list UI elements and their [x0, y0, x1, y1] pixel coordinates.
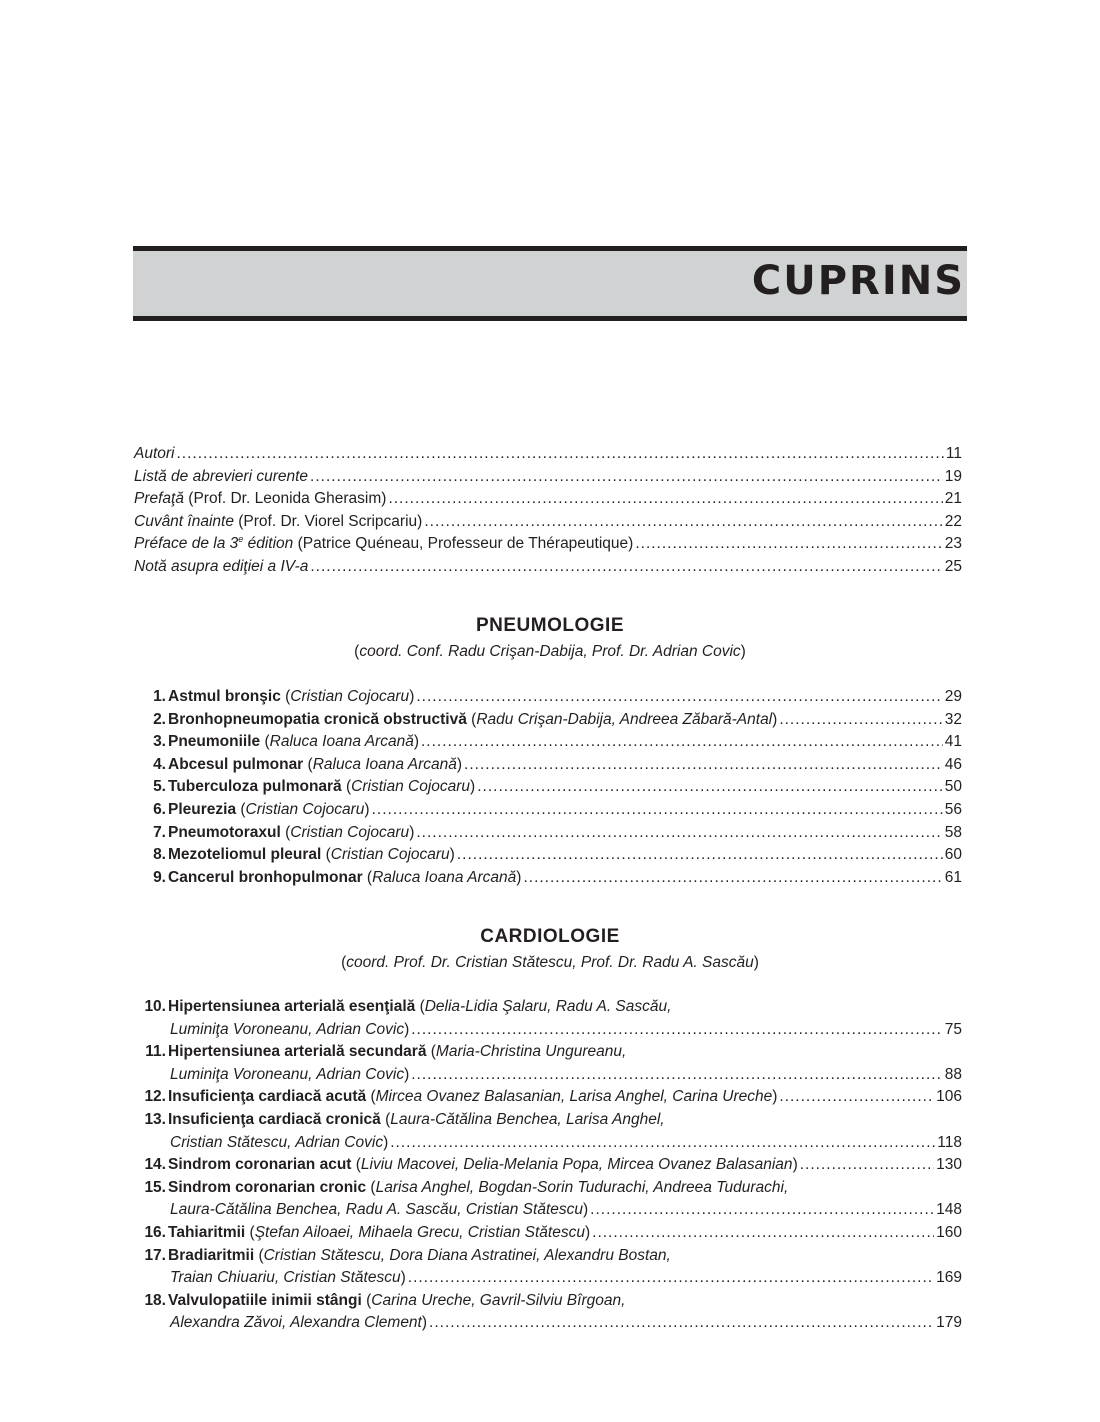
chapter-number: 4.: [153, 755, 166, 773]
chapter-number: 15.: [144, 1178, 166, 1196]
chapter-authors: Radu Crişan-Dabija, Andreea Zăbară-Antal: [476, 710, 773, 728]
toc-entry: [134, 867, 962, 890]
toc-entry: [134, 776, 962, 799]
page-number: 160: [936, 1223, 962, 1241]
entry-title-cont: édition: [243, 535, 294, 553]
entry-text: [134, 466, 308, 489]
chapter-title: Mezoteliomul pleural: [168, 846, 322, 864]
dot-leader: [424, 511, 942, 534]
entry-text: Pneumoniile (Raluca Ioana Arcană): [168, 733, 419, 751]
entry-title: Autori: [134, 445, 175, 462]
chapter-number: 5.: [153, 778, 166, 796]
chapter-title: Sindrom coronarian cronic: [168, 1178, 367, 1196]
entry-text: Insuficienţa cardiacă cronică (Laura-Cătălina Benchea, Larisa Anghel,: [168, 1110, 665, 1128]
chapter-number: 12.: [144, 1088, 166, 1106]
section-coordinators-pneumologie: (coord. Conf. Radu Crişan-Dabija, Prof. Dr. Adrian Covic): [354, 643, 746, 660]
chapter-title: Bradiaritmii: [168, 1246, 255, 1264]
front-matter-list: [134, 443, 962, 579]
entry-authors: (Patrice Quéneau, Professeur de Thérapeutique): [293, 535, 634, 553]
chapter-title: Sindrom coronarian acut: [168, 1156, 352, 1174]
page-number: 106: [936, 1088, 962, 1106]
entry-text: [134, 533, 633, 556]
chapter-number: 1.: [153, 688, 166, 705]
chapter-authors: Raluca Ioana Arcană: [269, 733, 414, 751]
toc-entry: [134, 466, 962, 489]
page-title: CUPRINS: [751, 258, 965, 304]
entry-text: Insuficienţa cardiacă acută (Mircea Ovanez Balasanian, Larisa Anghel, Carina Ureche): [168, 1088, 778, 1106]
entry-text: Valvulopatiile inimii stângi (Carina Ureche, Gavril-Silviu Bîrgoan,: [168, 1291, 626, 1309]
chapter-title: Pleurezia: [168, 800, 237, 818]
dot-leader: [779, 1086, 934, 1109]
page-number: 169: [936, 1269, 962, 1287]
chapter-number: 14.: [144, 1156, 166, 1174]
dot-leader: [310, 556, 942, 579]
page-number: 23: [944, 535, 962, 553]
page-number: 22: [944, 512, 962, 530]
toc-entry-continuation: [134, 1064, 962, 1087]
toc-entry: [134, 799, 962, 822]
chapter-authors: Cristian Cojocaru: [351, 778, 471, 796]
section-coordinators-cardiologie: (coord. Prof. Dr. Cristian Stătescu, Prof. Dr. Radu A. Sascău): [341, 954, 759, 971]
toc-entry: [134, 1109, 962, 1132]
chapter-number: 16.: [144, 1223, 166, 1241]
chapter-authors-cont: Alexandra Zăvoi, Alexandra Clement: [170, 1314, 422, 1332]
entry-title: Notă asupra ediţiei a IV-a: [134, 557, 309, 575]
entry-text: Astmul bronşic (Cristian Cojocaru): [168, 688, 415, 705]
chapter-authors-cont: Luminiţa Voroneanu, Adrian Covic: [170, 1020, 405, 1038]
dot-leader: [464, 754, 943, 777]
chapter-title: Astmul bronşic: [168, 688, 281, 705]
toc-entry-continuation: [134, 1267, 962, 1290]
entry-text: Bronhopneumopatia cronică obstructivă (Radu Crişan-Dabija, Andreea Zăbară-Antal): [168, 710, 778, 728]
chapter-title: Insuficienţa cardiacă acută: [168, 1088, 367, 1106]
chapter-authors-cont: Traian Chiuariu, Cristian Stătescu: [170, 1269, 401, 1287]
toc-entry: [134, 1041, 962, 1064]
chapter-number: 8.: [153, 846, 166, 864]
chapter-title: Tuberculoza pulmonară: [168, 778, 342, 796]
dot-leader: [421, 731, 943, 754]
section-title-cardiologie: CARDIOLOGIE: [480, 926, 620, 947]
entry-text-cont: Luminiţa Voroneanu, Adrian Covic): [170, 1065, 410, 1083]
entry-text: Bradiaritmii (Cristian Stătescu, Dora Diana Astratinei, Alexandru Bostan,: [168, 1246, 671, 1264]
toc-entry: [134, 844, 962, 867]
dot-leader: [429, 1312, 934, 1335]
page-number: 179: [936, 1314, 962, 1332]
page-number: 118: [937, 1133, 962, 1151]
chapter-authors: Raluca Ioana Arcană: [372, 868, 517, 886]
entry-text-cont: Luminiţa Voroneanu, Adrian Covic): [170, 1020, 410, 1038]
page-number: 148: [936, 1201, 962, 1219]
chapter-authors: Mircea Ovanez Balasanian, Larisa Anghel, Carina Ureche: [375, 1088, 773, 1106]
chapter-number: 7.: [153, 823, 166, 841]
toc-entry: [134, 822, 962, 845]
chapter-number: 18.: [144, 1291, 166, 1309]
toc-entry: [134, 1154, 962, 1177]
toc-entry: [134, 686, 962, 709]
chapter-authors: Laura-Cătălina Benchea, Larisa Anghel,: [390, 1110, 665, 1128]
dot-leader: [310, 466, 943, 489]
page-number: 32: [944, 710, 962, 728]
toc-entry: [134, 709, 962, 732]
toc-entry: [134, 443, 962, 466]
page-number: 25: [944, 557, 962, 575]
entry-authors: (Prof. Dr. Leonida Gherasim): [183, 490, 387, 508]
chapter-number: 9.: [153, 868, 166, 886]
page-number: 29: [944, 688, 962, 705]
entry-authors: (Prof. Dr. Viorel Scripcariu): [233, 512, 423, 530]
dot-leader: [408, 1267, 934, 1290]
toc-entry: [134, 731, 962, 754]
chapter-authors: Cristian Cojocaru: [245, 800, 365, 818]
chapter-number: 17.: [144, 1246, 166, 1264]
chapter-authors: Ştefan Ailoaei, Mihaela Grecu, Cristian Stătescu: [254, 1223, 585, 1241]
dot-leader: [416, 686, 942, 709]
chapter-number: 6.: [153, 800, 166, 818]
toc-entry-continuation: [134, 1312, 962, 1335]
page-number: 60: [944, 846, 962, 864]
chapter-authors-cont: Cristian Stătescu, Adrian Covic: [170, 1133, 384, 1151]
toc-entry: [134, 556, 962, 579]
dot-leader: [457, 844, 943, 867]
dot-leader: [779, 709, 942, 732]
superscript: e: [238, 534, 244, 545]
dot-leader: [411, 1019, 943, 1042]
toc-entry-continuation: [134, 1199, 962, 1222]
chapter-title: Pneumoniile: [168, 733, 261, 751]
chapter-authors: Raluca Ioana Arcană: [312, 755, 457, 773]
entry-text: Mezoteliomul pleural (Cristian Cojocaru): [168, 846, 455, 864]
chapter-number: 11.: [145, 1043, 166, 1061]
toc-list-cardiologie: [134, 996, 962, 1335]
page-number: 41: [944, 733, 962, 751]
toc-entry: [134, 1245, 962, 1268]
chapter-authors: Cristian Cojocaru: [290, 823, 410, 841]
chapter-authors: Cristian Cojocaru: [330, 846, 450, 864]
chapter-authors: Delia-Lidia Şalaru, Radu A. Sascău,: [424, 998, 672, 1015]
chapter-authors: Carina Ureche, Gavril-Silviu Bîrgoan,: [371, 1291, 626, 1309]
dot-leader: [416, 822, 942, 845]
chapter-authors: Cristian Stătescu, Dora Diana Astratinei, Alexandru Bostan,: [263, 1246, 671, 1264]
page-number: 61: [944, 868, 962, 886]
page-number: 88: [944, 1065, 962, 1083]
chapter-authors: Liviu Macovei, Delia-Melania Popa, Mircea Ovanez Balasanian: [360, 1156, 793, 1174]
entry-text: Pneumotoraxul (Cristian Cojocaru): [168, 823, 415, 841]
toc-entry: [134, 488, 962, 511]
entry-text: Sindrom coronarian acut (Liviu Macovei, Delia-Melania Popa, Mircea Ovanez Balasanian): [168, 1156, 798, 1174]
chapter-number: 13.: [144, 1110, 166, 1128]
dot-leader: [590, 1199, 934, 1222]
page-number: 11: [945, 445, 962, 462]
chapter-title: Valvulopatiile inimii stângi: [168, 1291, 362, 1309]
chapter-title: Insuficienţa cardiacă cronică: [168, 1110, 381, 1128]
toc-entry-continuation: [134, 1019, 962, 1042]
page-number: 56: [944, 800, 962, 818]
dot-leader: [372, 799, 943, 822]
toc-entry: [134, 1086, 962, 1109]
toc-entry: [134, 1290, 962, 1313]
entry-text-cont: Laura-Cătălina Benchea, Radu A. Sascău, Cristian Stătescu): [170, 1201, 589, 1219]
toc-entry-continuation: [134, 1132, 962, 1155]
toc-entry: [134, 533, 962, 556]
entry-title: Préface de la 3: [134, 535, 239, 553]
page-number: 19: [944, 467, 962, 485]
entry-text: Sindrom coronarian cronic (Larisa Anghel, Bogdan-Sorin Tudurachi, Andreea Tudurachi,: [168, 1178, 789, 1196]
entry-text: [134, 488, 386, 511]
page-number: 46: [944, 755, 962, 773]
dot-leader: [390, 1132, 935, 1155]
page-number: 50: [944, 778, 962, 796]
page-number: 58: [944, 823, 962, 841]
chapter-title: Pneumotoraxul: [168, 823, 281, 841]
entry-text: Cancerul bronhopulmonar (Raluca Ioana Arcană): [168, 868, 522, 886]
entry-title: Prefaţă: [134, 490, 184, 508]
entry-title: Listă de abrevieri curente: [134, 467, 309, 485]
chapter-title: Hipertensiunea arterială esenţială: [168, 998, 416, 1015]
dot-leader: [800, 1154, 934, 1177]
chapter-title: Bronhopneumopatia cronică obstructivă: [168, 710, 467, 728]
chapter-authors-cont: Luminiţa Voroneanu, Adrian Covic: [170, 1065, 405, 1083]
entry-text: [134, 556, 308, 579]
dot-leader: [388, 488, 942, 511]
dot-leader: [635, 533, 942, 556]
entry-text: Hipertensiunea arterială esenţială (Delia-Lidia Şalaru, Radu A. Sascău,: [168, 998, 672, 1015]
entry-text-cont: Cristian Stătescu, Adrian Covic): [170, 1133, 389, 1151]
chapter-authors: Maria-Christina Ungureanu,: [435, 1043, 627, 1061]
dot-leader: [477, 776, 943, 799]
entry-text: Abcesul pulmonar (Raluca Ioana Arcană): [168, 755, 463, 773]
dot-leader: [177, 443, 944, 466]
chapter-authors: Cristian Cojocaru: [290, 688, 410, 705]
section-title-pneumologie: PNEUMOLOGIE: [475, 615, 624, 636]
toc-entry: [134, 754, 962, 777]
toc-entry: [134, 1222, 962, 1245]
chapter-authors-cont: Laura-Cătălina Benchea, Radu A. Sascău, Cristian Stătescu: [170, 1201, 583, 1219]
chapter-number: 2.: [153, 710, 166, 728]
chapter-title: Cancerul bronhopulmonar: [168, 868, 363, 886]
entry-text: [134, 511, 422, 534]
entry-title: Cuvânt înainte: [134, 512, 234, 530]
page-number: 75: [944, 1020, 962, 1038]
page-number: 130: [936, 1156, 962, 1174]
chapter-title: Tahiaritmii: [168, 1223, 246, 1241]
chapter-title: Hipertensiunea arterială secundară: [168, 1043, 427, 1061]
entry-text: Pleurezia (Cristian Cojocaru): [168, 800, 370, 818]
entry-text: Hipertensiunea arterială secundară (Maria-Christina Ungureanu,: [168, 1043, 627, 1061]
page-number: 21: [944, 490, 962, 508]
entry-text: Tuberculoza pulmonară (Cristian Cojocaru): [168, 778, 476, 796]
entry-text: [134, 443, 175, 466]
chapter-number: 3.: [153, 733, 166, 751]
dot-leader: [592, 1222, 934, 1245]
chapter-number: 10.: [144, 998, 166, 1015]
chapter-title: Abcesul pulmonar: [168, 755, 304, 773]
toc-entry: [134, 996, 962, 1019]
entry-text-cont: Traian Chiuariu, Cristian Stătescu): [170, 1269, 406, 1287]
chapter-authors: Larisa Anghel, Bogdan-Sorin Tudurachi, Andreea Tudurachi,: [375, 1178, 789, 1196]
toc-entry: [134, 511, 962, 534]
toc-list-pneumologie: [134, 686, 962, 889]
entry-text: Tahiaritmii (Ştefan Ailoaei, Mihaela Grecu, Cristian Stătescu): [168, 1223, 591, 1241]
dot-leader: [523, 867, 942, 890]
toc-entry: [134, 1177, 962, 1200]
dot-leader: [411, 1064, 943, 1087]
title-banner: [133, 246, 967, 321]
entry-text-cont: Alexandra Zăvoi, Alexandra Clement): [170, 1314, 428, 1332]
